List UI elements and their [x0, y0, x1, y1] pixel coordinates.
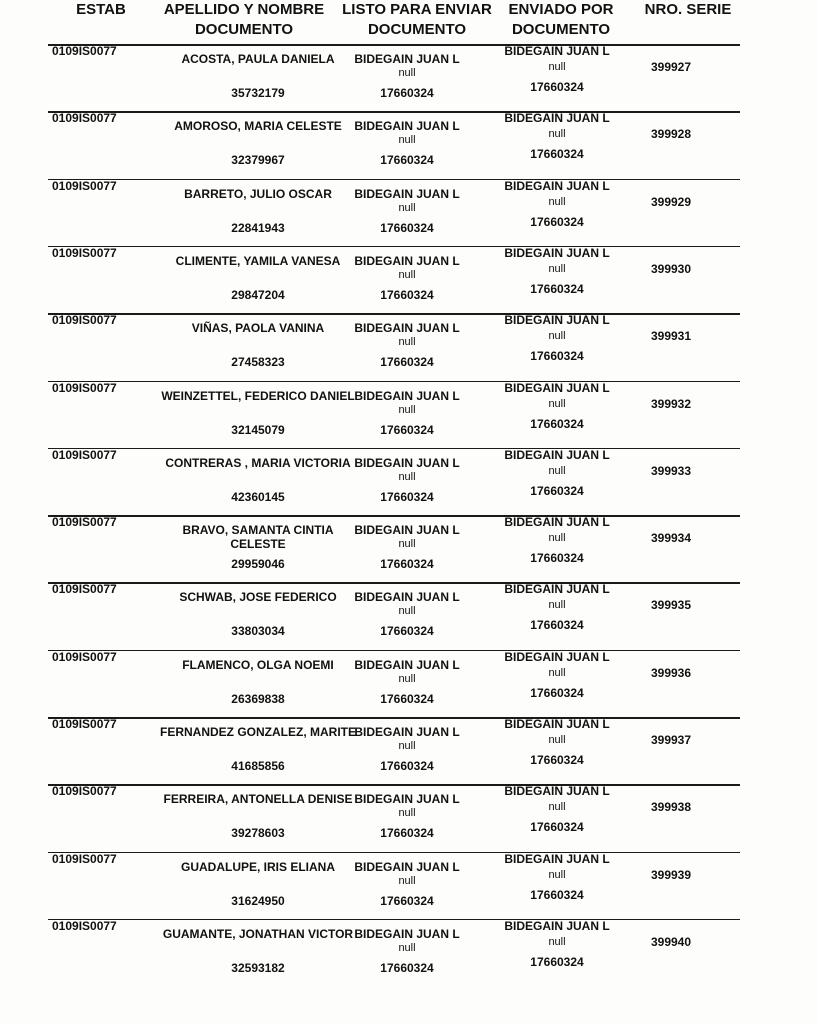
establishment-code: 0109IS0077	[52, 44, 117, 58]
sent-by-document: 17660324	[530, 214, 584, 229]
ready-by-null: null	[398, 605, 416, 618]
ready-by-document: 17660324	[380, 960, 434, 975]
serial-number: 399930	[650, 261, 692, 276]
row-divider	[48, 44, 740, 46]
sent-by-name: BIDEGAIN JUAN L	[504, 717, 610, 731]
serial-number: 399938	[650, 800, 692, 815]
ready-by-null: null	[398, 403, 416, 416]
serial-number: 399935	[650, 598, 692, 613]
ready-by-document: 17660324	[380, 826, 434, 841]
ready-by-null: null	[398, 874, 416, 887]
sent-by-name: BIDEGAIN JUAN L	[504, 918, 610, 933]
serial-number: 399939	[650, 867, 692, 882]
person-name: GUAMANTE, JONATHAN VICTOR	[162, 926, 354, 941]
establishment-code: 0109IS0077	[52, 717, 117, 731]
person-name: FERNANDEZ GONZALEZ, MARITE	[160, 725, 356, 739]
sent-by-document: 17660324	[530, 281, 584, 296]
person-document: 26369838	[231, 691, 285, 706]
sent-by-name: BIDEGAIN JUAN L	[504, 582, 610, 597]
establishment-code: 0109IS0077	[52, 111, 117, 126]
person-document: 29959046	[231, 557, 285, 572]
header-enviado-line2: DOCUMENTO	[511, 21, 611, 38]
row-divider	[48, 784, 740, 786]
header-estab-label: ESTAB	[76, 1, 126, 18]
ready-by-document: 17660324	[380, 86, 434, 100]
establishment-code: 0109IS0077	[52, 313, 117, 328]
ready-by-document: 17660324	[380, 489, 434, 504]
ready-by-null: null	[398, 134, 416, 147]
person-document: 42360145	[231, 489, 285, 504]
header-estab	[66, 0, 136, 20]
header-listo-line2: DOCUMENTO	[367, 21, 467, 38]
row-divider	[48, 515, 740, 517]
ready-by-name: BIDEGAIN JUAN L	[354, 455, 460, 470]
ready-by-null: null	[398, 67, 416, 79]
serial-number: 399932	[650, 396, 692, 411]
ready-by-null: null	[398, 740, 416, 752]
establishment-code: 0109IS0077	[52, 582, 117, 597]
header-enviado-line1: ENVIADO POR	[508, 1, 614, 18]
establishment-code: 0109IS0077	[52, 178, 117, 193]
row-divider	[48, 246, 740, 248]
serial-number: 399927	[650, 60, 692, 74]
establishment-code: 0109IS0077	[52, 649, 117, 664]
sent-by-document: 17660324	[530, 753, 584, 767]
row-divider	[48, 313, 740, 315]
ready-by-null: null	[398, 941, 416, 954]
ready-by-name: BIDEGAIN JUAN L	[354, 523, 460, 538]
ready-by-name: BIDEGAIN JUAN L	[354, 253, 460, 268]
sent-by-document: 17660324	[530, 551, 584, 566]
sent-by-document: 17660324	[530, 954, 584, 969]
person-document: 27458323	[231, 355, 285, 370]
person-name: FLAMENCO, OLGA NOEMI	[182, 657, 334, 672]
row-divider	[48, 852, 740, 854]
sent-by-document: 17660324	[530, 416, 584, 431]
ready-by-null: null	[398, 201, 416, 214]
serial-number: 399934	[650, 531, 692, 546]
serial-number: 399931	[650, 329, 692, 344]
header-listo	[336, 0, 498, 40]
sent-by-name: BIDEGAIN JUAN L	[504, 245, 610, 260]
table-row	[0, 784, 818, 852]
table-row	[0, 852, 818, 920]
sent-by-document: 17660324	[530, 618, 584, 633]
table-row	[0, 582, 818, 650]
person-document: 33803034	[231, 624, 285, 639]
establishment-code: 0109IS0077	[52, 245, 117, 260]
ready-by-name: BIDEGAIN JUAN L	[354, 321, 460, 336]
table-row	[0, 919, 818, 987]
header-apellido-line1: APELLIDO Y NOMBRE	[163, 1, 325, 18]
person-document: 32379967	[231, 153, 285, 168]
serial-number: 399940	[650, 934, 692, 949]
ready-by-null: null	[398, 336, 416, 349]
ready-by-document: 17660324	[380, 759, 434, 773]
person-name: CLIMENTE, YAMILA VANESA	[175, 253, 341, 268]
sent-by-name: BIDEGAIN JUAN L	[504, 313, 610, 328]
table-row	[0, 313, 818, 381]
person-document: 39278603	[231, 826, 285, 841]
table-row	[0, 717, 818, 785]
person-document: 41685856	[231, 759, 285, 773]
sent-by-document: 17660324	[530, 483, 584, 498]
row-divider	[48, 381, 740, 383]
sent-by-name: BIDEGAIN JUAN L	[504, 515, 610, 530]
sent-by-name: BIDEGAIN JUAN L	[504, 447, 610, 462]
sent-by-null: null	[548, 195, 566, 208]
ready-by-document: 17660324	[380, 893, 434, 908]
person-document: 31624950	[231, 893, 285, 908]
establishment-code: 0109IS0077	[52, 918, 117, 933]
person-name: CONTRERAS , MARIA VICTORIA	[165, 455, 351, 470]
ready-by-name: BIDEGAIN JUAN L	[354, 926, 460, 941]
sent-by-null: null	[548, 397, 566, 410]
sent-by-document: 17660324	[530, 685, 584, 700]
sent-by-name: BIDEGAIN JUAN L	[504, 784, 610, 799]
sent-by-null: null	[548, 464, 566, 477]
sent-by-document: 17660324	[530, 80, 584, 94]
establishment-code: 0109IS0077	[52, 380, 117, 395]
table-row	[0, 44, 818, 112]
person-document: 29847204	[231, 287, 285, 302]
ready-by-document: 17660324	[380, 153, 434, 168]
table-row	[0, 650, 818, 718]
sent-by-null: null	[548, 262, 566, 275]
row-divider	[48, 919, 740, 921]
table-row	[0, 381, 818, 449]
establishment-code: 0109IS0077	[52, 851, 117, 866]
person-name: VIÑAS, PAOLA VANINA	[191, 321, 325, 336]
header-apellido-line2: DOCUMENTO	[194, 21, 294, 38]
serial-number: 399933	[650, 463, 692, 478]
ready-by-name: BIDEGAIN JUAN L	[354, 590, 460, 605]
ready-by-name: BIDEGAIN JUAN L	[354, 657, 460, 672]
serial-number: 399929	[650, 194, 692, 209]
table-row	[0, 111, 818, 179]
sent-by-null: null	[548, 868, 566, 881]
establishment-code: 0109IS0077	[52, 784, 117, 799]
person-name: AMOROSO, MARIA CELESTE	[174, 119, 342, 134]
sent-by-null: null	[548, 666, 566, 679]
header-listo-line1: LISTO PARA ENVIAR	[342, 1, 492, 18]
ready-by-document: 17660324	[380, 557, 434, 572]
table-row	[0, 448, 818, 516]
serial-number: 399936	[650, 665, 692, 680]
ready-by-document: 17660324	[380, 355, 434, 370]
sent-by-null: null	[548, 128, 566, 141]
row-divider	[48, 179, 740, 181]
row-divider	[48, 582, 740, 584]
sent-by-null: null	[548, 734, 566, 746]
table-row	[0, 515, 818, 583]
person-name: ACOSTA, PAULA DANIELA	[181, 52, 335, 66]
ready-by-name: BIDEGAIN JUAN L	[354, 859, 460, 874]
ready-by-null: null	[398, 538, 416, 551]
person-name: BRAVO, SAMANTA CINTIA CELESTE	[182, 523, 334, 552]
header-enviado	[500, 0, 622, 40]
sent-by-null: null	[548, 532, 566, 545]
ready-by-document: 17660324	[380, 624, 434, 639]
sent-by-name: BIDEGAIN JUAN L	[504, 649, 610, 664]
ready-by-null: null	[398, 268, 416, 281]
person-document: 35732179	[231, 86, 285, 100]
sent-by-name: BIDEGAIN JUAN L	[504, 111, 610, 126]
person-name: BARRETO, JULIO OSCAR	[184, 186, 332, 201]
table-row	[0, 246, 818, 314]
sent-by-null: null	[548, 801, 566, 814]
person-document: 22841943	[231, 220, 285, 235]
person-document: 32145079	[231, 422, 285, 437]
sent-by-null: null	[548, 330, 566, 343]
ready-by-document: 17660324	[380, 422, 434, 437]
sent-by-document: 17660324	[530, 147, 584, 162]
header-serie-label: NRO. SERIE	[644, 1, 732, 18]
ready-by-document: 17660324	[380, 691, 434, 706]
ready-by-name: BIDEGAIN JUAN L	[354, 388, 460, 403]
table-row	[0, 179, 818, 247]
establishment-code: 0109IS0077	[52, 447, 117, 462]
ready-by-document: 17660324	[380, 287, 434, 302]
person-name: WEINZETTEL, FEDERICO DANIEL	[161, 388, 355, 403]
row-divider	[48, 448, 740, 450]
ready-by-name: BIDEGAIN JUAN L	[354, 725, 460, 739]
sent-by-null: null	[548, 935, 566, 948]
header-serie	[633, 0, 743, 20]
row-divider	[48, 717, 740, 719]
person-name: FERREIRA, ANTONELLA DENISE	[163, 792, 353, 807]
sent-by-document: 17660324	[530, 820, 584, 835]
ready-by-document: 17660324	[380, 220, 434, 235]
ready-by-null: null	[398, 672, 416, 685]
sent-by-document: 17660324	[530, 349, 584, 364]
ready-by-name: BIDEGAIN JUAN L	[354, 119, 460, 134]
serial-number: 399928	[650, 127, 692, 142]
sent-by-name: BIDEGAIN JUAN L	[504, 851, 610, 866]
sent-by-name: BIDEGAIN JUAN L	[504, 178, 610, 193]
serial-number: 399937	[650, 733, 692, 747]
sent-by-document: 17660324	[530, 887, 584, 902]
sent-by-name: BIDEGAIN JUAN L	[504, 44, 610, 58]
row-divider	[48, 650, 740, 652]
ready-by-name: BIDEGAIN JUAN L	[354, 186, 460, 201]
ready-by-name: BIDEGAIN JUAN L	[354, 792, 460, 807]
establishment-code: 0109IS0077	[52, 515, 117, 530]
person-name: GUADALUPE, IRIS ELIANA	[180, 859, 335, 874]
ready-by-null: null	[398, 807, 416, 820]
person-document: 32593182	[231, 960, 285, 975]
sent-by-name: BIDEGAIN JUAN L	[504, 380, 610, 395]
header-apellido	[156, 0, 332, 40]
ready-by-null: null	[398, 470, 416, 483]
row-divider	[48, 111, 740, 113]
person-name: SCHWAB, JOSE FEDERICO	[179, 590, 337, 605]
ready-by-name: BIDEGAIN JUAN L	[354, 52, 460, 66]
sent-by-null: null	[548, 599, 566, 612]
sent-by-null: null	[548, 61, 566, 73]
